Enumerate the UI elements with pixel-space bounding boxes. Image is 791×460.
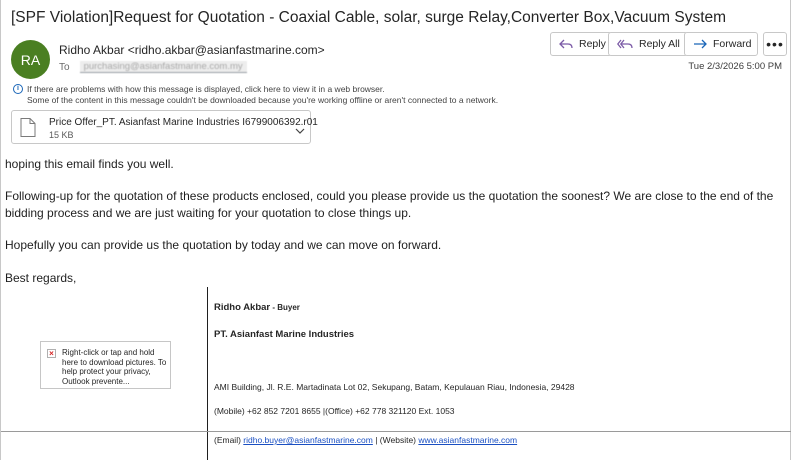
signature-name-text: Ridho Akbar bbox=[214, 302, 271, 313]
signature-address: AMI Building, Jl. R.E. Martadinata Lot 02, Sekupang, Batam, Kepulauan Riau, Indonesia, 29428 bbox=[214, 382, 575, 392]
chevron-down-icon[interactable] bbox=[295, 122, 305, 140]
body-paragraph-1: hoping this email finds you well. bbox=[5, 157, 174, 171]
info-line-1[interactable]: If there are problems with how this message is displayed, click here to view it in a web browser. bbox=[27, 84, 385, 94]
signature-company: PT. Asianfast Marine Industries bbox=[214, 329, 355, 340]
forward-icon bbox=[693, 38, 707, 50]
reply-all-icon bbox=[617, 38, 633, 50]
info-icon: i bbox=[13, 84, 23, 94]
recipient-row bbox=[59, 61, 247, 73]
reply-button[interactable] bbox=[550, 32, 612, 56]
more-icon: ••• bbox=[766, 36, 784, 52]
broken-image-icon: × bbox=[47, 349, 56, 358]
reply-all-button[interactable] bbox=[608, 32, 688, 56]
file-icon bbox=[20, 118, 36, 142]
signature-email-link[interactable]: ridho.buyer@asianfastmarine.com bbox=[243, 435, 373, 445]
email-subject: [SPF Violation]Request for Quotation - Coaxial Cable, solar, surge Relay,Converter Box,Vacuum System bbox=[11, 9, 727, 26]
signature-contact bbox=[214, 435, 517, 445]
info-bar[interactable] bbox=[13, 84, 498, 106]
blocked-picture-text: Right-click or tap and hold here to download pictures. To help protect your privacy, Outlook prevente... bbox=[62, 348, 167, 386]
attachment-card[interactable] bbox=[11, 110, 318, 144]
signature-phone: (Mobile) +62 852 7201 8655 |(Office) +62 778 321120 Ext. 1053 bbox=[214, 406, 455, 416]
reply-icon bbox=[559, 38, 573, 50]
signature-website-link[interactable]: www.asianfastmarine.com bbox=[418, 435, 518, 445]
blocked-picture-placeholder[interactable] bbox=[40, 341, 171, 389]
signature-bottom-rule bbox=[1, 431, 791, 432]
sent-date: Tue 2/3/2026 5:00 PM bbox=[688, 61, 782, 72]
attachment-name: Price Offer_PT. Asianfast Marine Industries I6799006392.r01 bbox=[49, 117, 318, 128]
sender-name[interactable]: Ridho Akbar <ridho.akbar@asianfastmarine.com> bbox=[59, 43, 325, 57]
signature-role: - Buyer bbox=[270, 303, 300, 312]
info-line-2: Some of the content in this message couldn't be downloaded because you're working offline or aren't connected to a network. bbox=[27, 95, 499, 105]
body-paragraph-3: Hopefully you can provide us the quotation by today and we can move on forward. bbox=[5, 238, 442, 252]
forward-button[interactable] bbox=[684, 32, 758, 56]
signature-divider bbox=[207, 287, 208, 460]
reply-label: Reply bbox=[579, 38, 606, 50]
body-paragraph-2: Following-up for the quotation of these products enclosed, could you please provide us the quotation the soonest? We are close to the end of the bidding process and we are just waiting for your quotation to close things up. bbox=[5, 189, 774, 220]
signature-name bbox=[214, 302, 300, 313]
sender-avatar[interactable]: RA bbox=[11, 40, 50, 79]
reply-all-label: Reply All bbox=[639, 38, 680, 50]
email-prefix: (Email) bbox=[214, 435, 244, 445]
body-paragraph-4: Best regards, bbox=[5, 271, 77, 285]
website-prefix: | (Website) bbox=[372, 435, 419, 445]
attachment-size: 15 KB bbox=[49, 130, 74, 140]
recipient-address[interactable]: purchasing@asianfastmarine.com.my bbox=[80, 61, 247, 73]
more-actions-button[interactable] bbox=[763, 32, 787, 56]
forward-label: Forward bbox=[713, 38, 752, 50]
to-label: To bbox=[59, 61, 70, 73]
